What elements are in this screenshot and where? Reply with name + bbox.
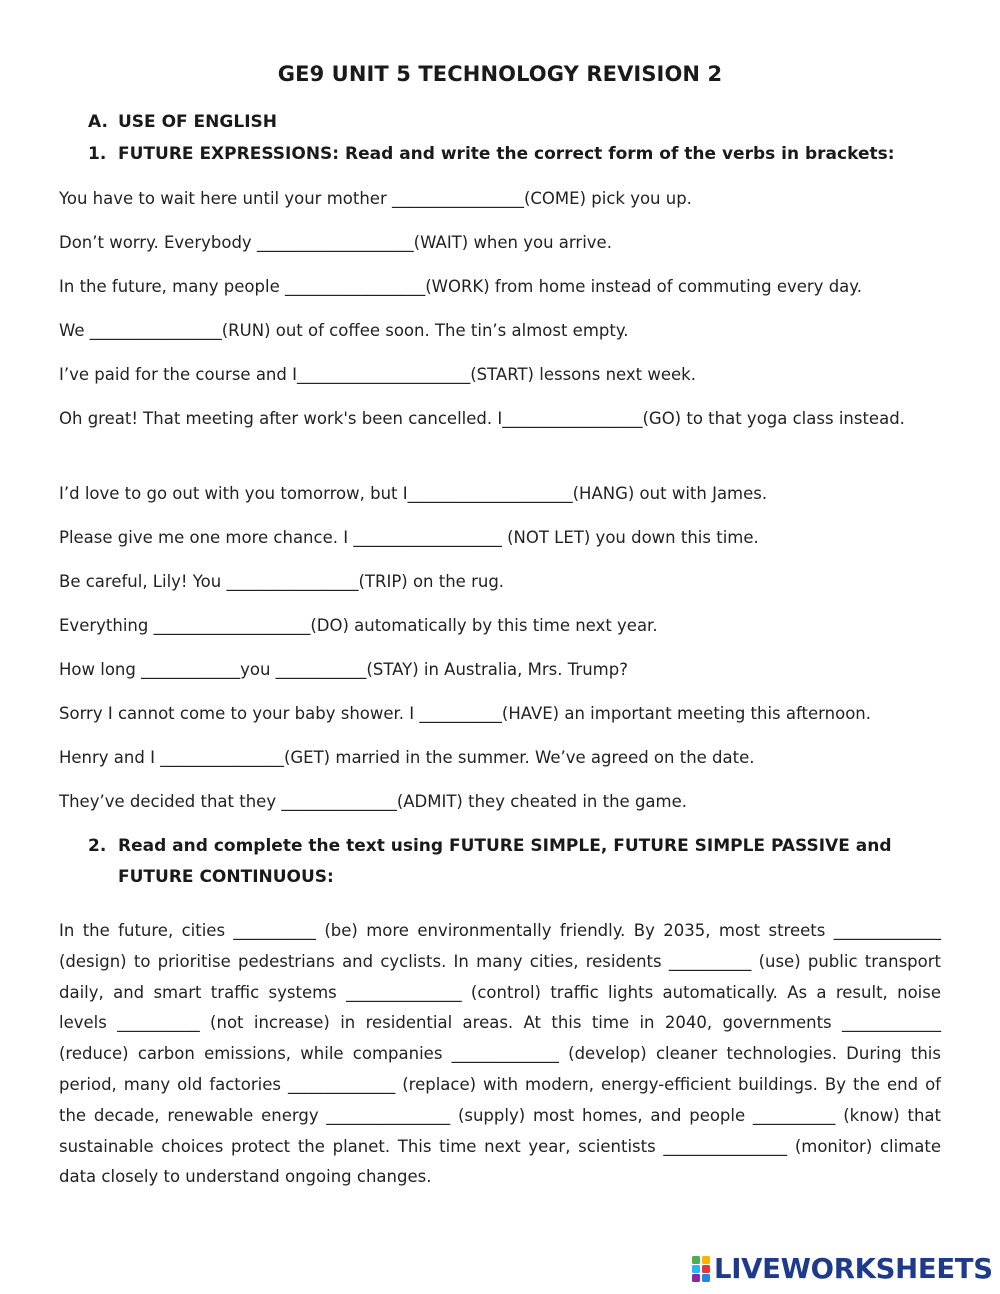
- exercise-1-sentence: They’ve decided that they ______________(ADMIT) they cheated in the game.: [59, 792, 687, 811]
- exercise-1-sentence: We ________________(RUN) out of coffee soon. The tin’s almost empty.: [59, 321, 629, 340]
- exercise-1-number: 1.: [88, 144, 107, 164]
- exercise-1-sentence: Don’t worry. Everybody ___________________(WAIT) when you arrive.: [59, 233, 612, 252]
- exercise-1-sentence: Sorry I cannot come to your baby shower. I __________(HAVE) an important meeting this afternoon.: [59, 704, 871, 723]
- exercise-1-sentence: Everything ___________________(DO) automatically by this time next year.: [59, 616, 658, 635]
- exercise-1-sentence: In the future, many people _________________(WORK) from home instead of commuting every day.: [59, 277, 862, 296]
- exercise-1-heading: [88, 144, 895, 164]
- section-a-number: A.: [88, 112, 108, 132]
- exercise-2-instruction: Read and complete the text using FUTURE SIMPLE, FUTURE SIMPLE PASSIVE and FUTURE CONTINUOUS:: [118, 836, 892, 887]
- exercise-1-sentence: Be careful, Lily! You ________________(TRIP) on the rug.: [59, 572, 505, 591]
- exercise-1-sentence: How long ____________you ___________(STAY) in Australia, Mrs. Trump?: [59, 660, 628, 679]
- exercise-2-paragraph: In the future, cities __________ (be) more environmentally friendly. By 2035, most streets _____________ (design) to prioritise pedestrians and cyclists. In many cities, residents __________ (use) public transport daily, and smart traffic systems ______________ (control) traffic lights automatically. As a result, noise levels __________ (not increase) in residential areas. At this time in 2040, governments ____________ (reduce) carbon emissions, while companies _____________ (develop) cleaner technologies. During this period, many old factories _____________ (replace) with modern, energy-efficient buildings. By the end of the decade, renewable energy _______________ (supply) most homes, and people __________ (know) that sustainable choices protect the planet. This time next year, scientists _______________ (monitor) climate data closely to understand ongoing changes.: [59, 921, 941, 1187]
- exercise-2-number: 2.: [88, 836, 107, 856]
- exercise-1-sentence: I’ve paid for the course and I_____________________(START) lessons next week.: [59, 365, 696, 384]
- section-a-heading: [88, 112, 277, 132]
- exercise-1-sentence: I’d love to go out with you tomorrow, but I____________________(HANG) out with James.: [59, 484, 768, 503]
- exercise-1-sentence: Henry and I _______________(GET) married in the summer. We’ve agreed on the date.: [59, 748, 755, 767]
- exercise-2-heading: [88, 831, 908, 893]
- liveworksheets-logo: [692, 1253, 993, 1285]
- exercise-1-sentence: Please give me one more chance. I __________________ (NOT LET) you down this time.: [59, 528, 759, 547]
- liveworksheets-logo-icon: [692, 1256, 712, 1282]
- liveworksheets-logo-text: LIVEWORKSHEETS: [714, 1253, 993, 1285]
- exercise-1-instruction: FUTURE EXPRESSIONS: Read and write the correct form of the verbs in brackets:: [118, 144, 895, 164]
- page-title: GE9 UNIT 5 TECHNOLOGY REVISION 2: [277, 62, 723, 86]
- section-a-label: USE OF ENGLISH: [118, 112, 277, 132]
- exercise-1-sentence: You have to wait here until your mother ________________(COME) pick you up.: [59, 189, 692, 208]
- exercise-1-sentence: Oh great! That meeting after work's been cancelled. I_________________(GO) to that yoga class instead.: [59, 409, 905, 428]
